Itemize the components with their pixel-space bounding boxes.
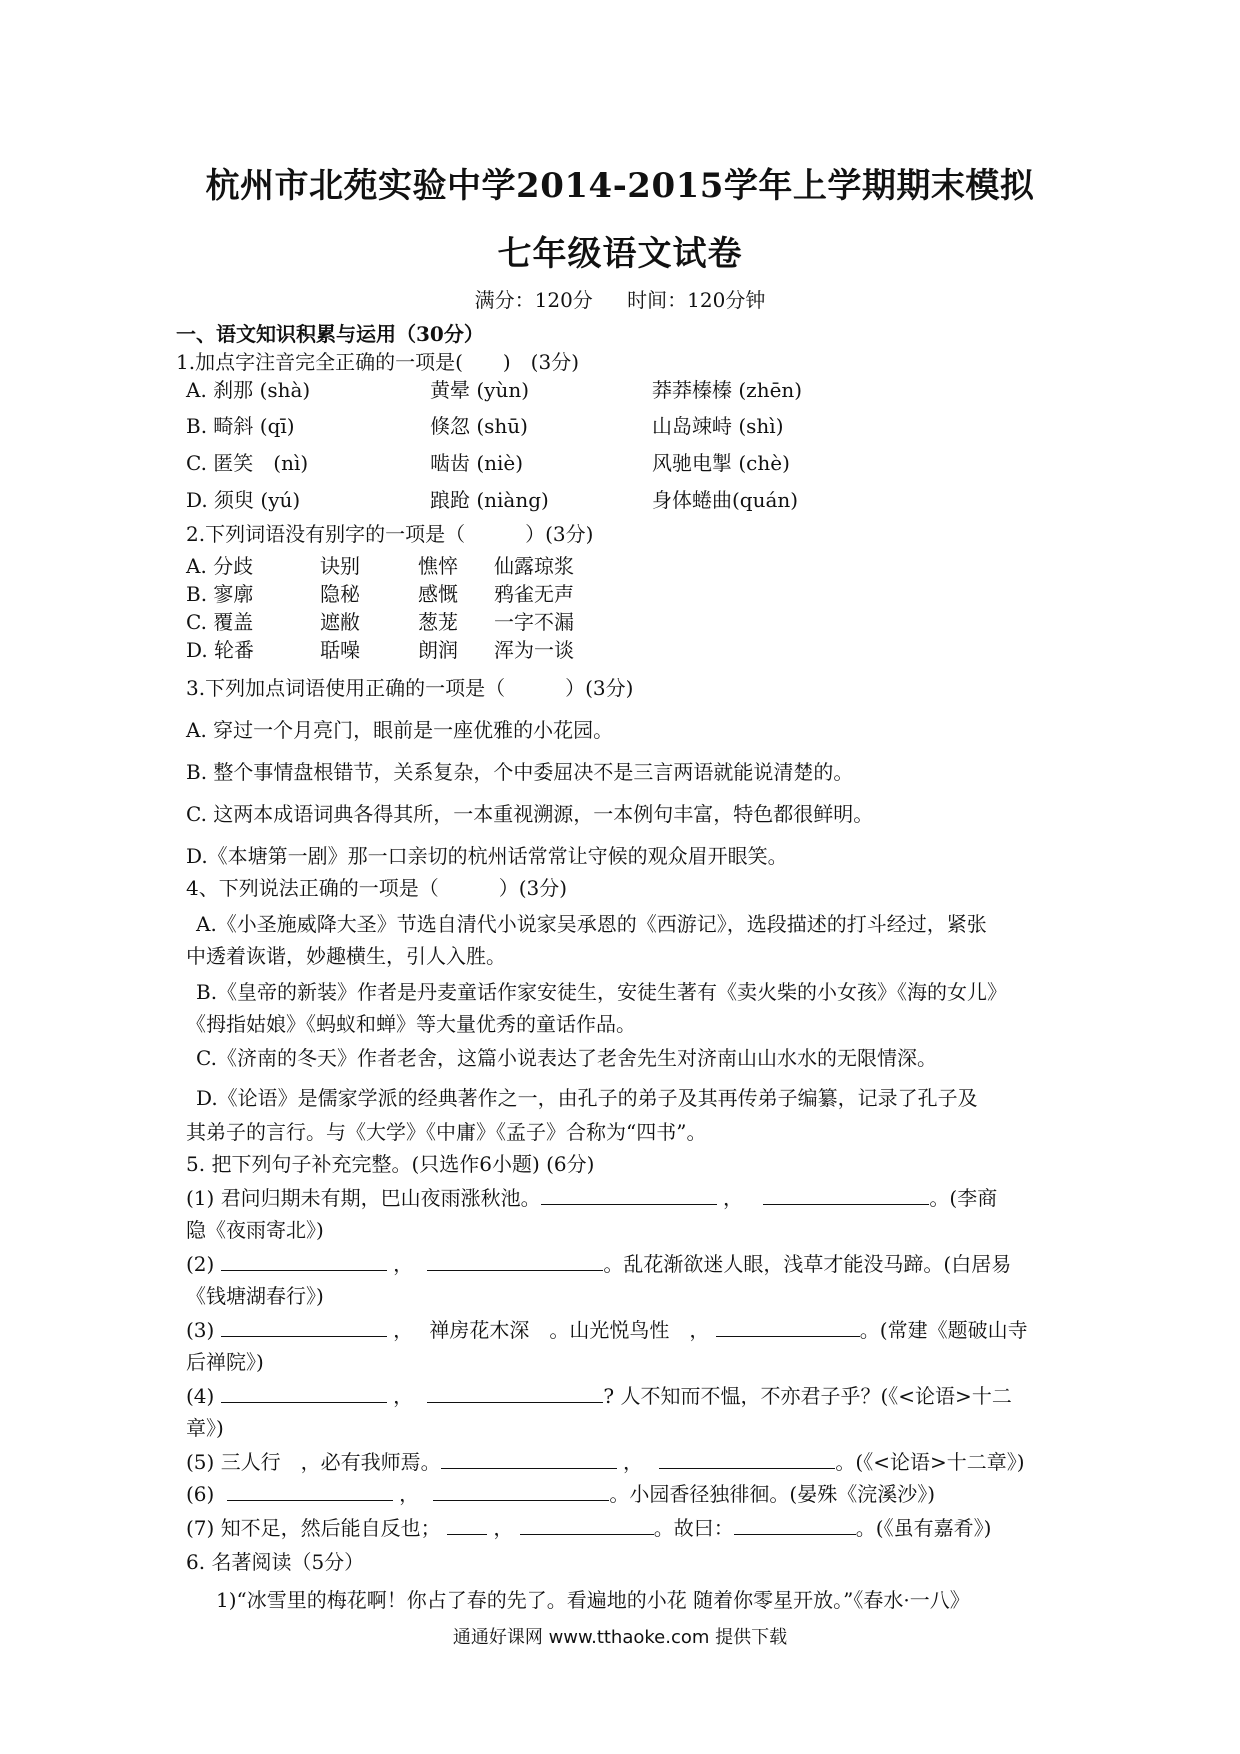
exam-meta: [0, 284, 1240, 313]
q5-7-text: (7) 知不足，然后能自反也；: [186, 1516, 441, 1540]
q4-option-a-line1: A.《小圣施威降大圣》节选自清代小说家吴承恩的《西游记》，选段描述的打斗经过，紧张: [196, 912, 987, 936]
q1-c-3: 风驰电掣 (chè): [652, 451, 790, 475]
q2-c-1: C. 覆盖: [186, 610, 254, 634]
q3-option-c: C. 这两本成语词典各得其所，一本重视溯源，一本例句丰富，特色都很鲜明。: [186, 802, 874, 826]
q1-row-d: [186, 484, 1186, 512]
q5-stem: 5. 把下列句子补充完整。(只选作6小题) (6分): [186, 1152, 595, 1176]
q5-item-4-cont: 章》): [186, 1416, 224, 1440]
answer-blank[interactable]: [427, 1384, 603, 1403]
q1-a-1: A. 刹那 (shà): [186, 378, 311, 402]
comma: ，: [393, 1318, 414, 1342]
q5-item-5: [186, 1446, 1025, 1475]
q1-a-3: 莽莽榛榛 (zhēn): [652, 378, 803, 402]
q5-1-text: (1) 君问归期未有期，巴山夜雨涨秋池。: [186, 1186, 541, 1210]
answer-blank[interactable]: [221, 1384, 387, 1403]
q2-c-4: 一字不漏: [494, 610, 574, 634]
q4-option-d-line2: 其弟子的言行。与《大学》《中庸》《孟子》合称为“四书”。: [186, 1120, 707, 1144]
comma: ，: [723, 1186, 744, 1210]
q3-stem: 3.下列加点词语使用正确的一项是（ ）(3分): [186, 676, 634, 700]
q1-d-1: D. 须臾 (yú): [186, 488, 301, 512]
q2-b-2: 隐秘: [320, 582, 360, 606]
q1-row-a: [186, 374, 1186, 402]
answer-blank[interactable]: [227, 1482, 393, 1501]
q5-5-text: (5) 三人行 ，必有我师焉。: [186, 1450, 441, 1474]
q2-a-1: A. 分歧: [186, 554, 254, 578]
q5-item-3-cont: 后禅院》): [186, 1350, 264, 1374]
q3-option-a: A. 穿过一个月亮门，眼前是一座优雅的小花园。: [186, 718, 614, 742]
answer-blank[interactable]: [520, 1516, 654, 1535]
q2-a-2: 诀别: [320, 554, 360, 578]
answer-blank[interactable]: [763, 1186, 929, 1205]
q5-6-text: 。小园香径独徘徊。(晏殊《浣溪沙》): [609, 1482, 936, 1506]
comma: ，: [393, 1384, 414, 1408]
q4-option-c: C.《济南的冬天》作者老舍，这篇小说表达了老舍先生对济南山山水水的无限情深。: [196, 1046, 937, 1070]
q6-stem: 6. 名著阅读（5分）: [186, 1550, 365, 1574]
q2-a-3: 憔悴: [418, 554, 458, 578]
q5-7-mid: 。故曰：: [653, 1516, 734, 1540]
q1-a-2: 黄晕 (yùn): [430, 378, 530, 402]
q5-item-4: [186, 1380, 1012, 1409]
q1-d-3: 身体蜷曲(quán): [652, 488, 799, 512]
q1-c-2: 啮齿 (niè): [430, 451, 524, 475]
q2-b-4: 鸦雀无声: [494, 582, 574, 606]
q5-6-num: (6): [186, 1482, 215, 1506]
q5-3-source: 。(常建《题破山寺: [859, 1318, 1028, 1342]
q1-b-1: B. 畸斜 (qī): [186, 414, 295, 438]
q1-stem: 1.加点字注音完全正确的一项是( ) (3分): [176, 350, 580, 374]
answer-blank[interactable]: [221, 1252, 387, 1271]
q4-option-a-line2: 中透着诙谐，妙趣横生，引人入胜。: [186, 944, 506, 968]
q3-option-d: D.《本塘第一剧》那一口亲切的杭州话常常让守候的观众眉开眼笑。: [186, 844, 788, 868]
q2-d-2: 聒噪: [320, 638, 360, 662]
q5-2-num: (2): [186, 1252, 215, 1276]
q5-4-num: (4): [186, 1384, 215, 1408]
answer-blank[interactable]: [433, 1482, 609, 1501]
q1-b-3: 山岛竦峙 (shì): [652, 414, 784, 438]
q5-3-text: 禅房花木深 。山光悦鸟性 ，: [429, 1318, 710, 1342]
q1-d-2: 踉跄 (niàng): [430, 488, 549, 512]
q4-option-b-line1: B.《皇帝的新装》作者是丹麦童话作家安徒生，安徒生著有《卖火柴的小女孩》《海的女儿》: [196, 980, 1008, 1004]
q2-d-4: 浑为一谈: [494, 638, 574, 662]
q2-stem: 2.下列词语没有别字的一项是（ ）(3分): [186, 522, 594, 546]
q6-line1: 1)“冰雪里的梅花啊！你占了春的先了。看遍地的小花 随着你零星开放。”《春水·一八》: [216, 1588, 970, 1612]
q4-option-d-line1: D.《论语》是儒家学派的经典著作之一，由孔子的弟子及其再传弟子编纂，记录了孔子及: [196, 1086, 978, 1110]
q2-b-3: 感慨: [418, 582, 458, 606]
answer-blank[interactable]: [659, 1450, 835, 1469]
q5-2-text: 。乱花渐欲迷人眼，浅草才能没马蹄。(白居易: [603, 1252, 1012, 1276]
q5-5-source: 。(《<论语>十二章》): [835, 1450, 1025, 1474]
q5-item-7: [186, 1512, 991, 1541]
q5-4-text: ? 人不知而不愠，不亦君子乎？(《<论语>十二: [603, 1384, 1012, 1408]
q1-c-1: C. 匿笑 (nì): [186, 451, 309, 475]
comma: ，: [399, 1482, 420, 1506]
q5-3-num: (3): [186, 1318, 215, 1342]
answer-blank[interactable]: [716, 1318, 860, 1337]
answer-blank[interactable]: [441, 1450, 617, 1469]
q1-row-c: [186, 447, 1186, 475]
q2-c-3: 葱茏: [418, 610, 458, 634]
exam-time: 时间：120分钟: [627, 288, 766, 312]
q5-item-1-cont: 隐《夜雨寄北》): [186, 1218, 324, 1242]
q2-row-d: [186, 634, 886, 662]
page-subtitle: 七年级语文试卷: [497, 234, 743, 274]
q2-row-a: [186, 550, 886, 578]
q2-row-c: [186, 606, 886, 634]
q2-d-1: D. 轮番: [186, 638, 255, 662]
q3-option-b: B. 整个事情盘根错节，关系复杂，个中委屈决不是三言两语就能说清楚的。: [186, 760, 854, 784]
answer-blank[interactable]: [734, 1516, 856, 1535]
q5-item-2-cont: 《钱塘湖春行》): [186, 1284, 324, 1308]
q5-item-1: [186, 1182, 997, 1211]
q5-item-2: [186, 1248, 1011, 1277]
q2-row-b: [186, 578, 886, 606]
comma: ，: [623, 1450, 644, 1474]
q5-7-source: 。(《虽有嘉肴》): [855, 1516, 992, 1540]
q4-stem: 4、下列说法正确的一项是（ ）(3分): [186, 876, 568, 900]
answer-blank[interactable]: [447, 1516, 487, 1535]
answer-blank[interactable]: [541, 1186, 717, 1205]
q2-a-4: 仙露琼浆: [494, 554, 574, 578]
comma: ，: [493, 1516, 514, 1540]
q5-item-6: [186, 1478, 935, 1507]
q1-b-2: 倏忽 (shū): [430, 414, 528, 438]
q2-d-3: 朗润: [418, 638, 458, 662]
footer-credit: 通通好课网 www.tthaoke.com 提供下载: [452, 1627, 788, 1648]
q1-row-b: [186, 410, 1186, 438]
q5-item-3: [186, 1314, 1028, 1343]
section-heading: 一、语文知识积累与运用（30分）: [176, 322, 484, 346]
q2-b-1: B. 寥廓: [186, 582, 254, 606]
q2-c-2: 遮敝: [320, 610, 360, 634]
comma: ，: [393, 1252, 414, 1276]
answer-blank[interactable]: [221, 1318, 387, 1337]
answer-blank[interactable]: [427, 1252, 603, 1271]
q5-1-source: 。(李商: [929, 1186, 998, 1210]
full-score: 满分：120分: [474, 288, 593, 312]
page-title: 杭州市北苑实验中学2014-2015学年上学期期末模拟: [205, 166, 1035, 206]
q4-option-b-line2: 《拇指姑娘》《蚂蚁和蝉》等大量优秀的童话作品。: [186, 1012, 636, 1036]
